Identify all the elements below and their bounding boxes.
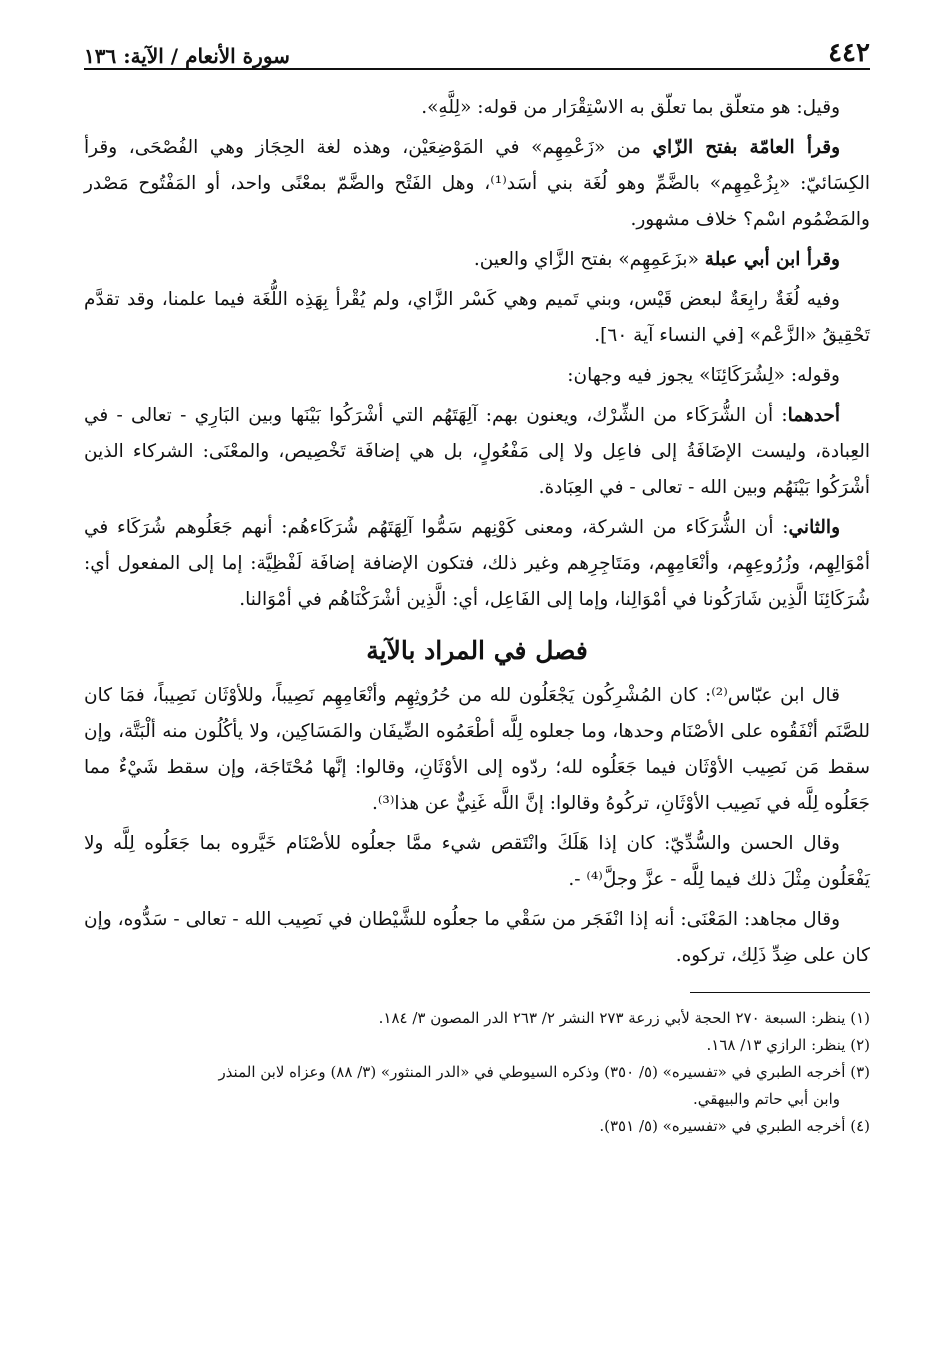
section-paragraph: قال ابن عبّاس⁽²⁾: كان المُشْرِكُون يَجْعَلُون لله من حُرُوثِهِم وأنْعَامِهِم نَصِيباً، وللأوْثَان نَصِيباً، فمَا كان للصَّنَم أنْفَقُوه على الأصْنَام وحدها، وما جعلوه لِلَّه أطْعَمُوه الضِّيفَان والمَسَاكِين، ولا يأكُلُون منه ألْبَتَّة، وإن سقط مَن نَصِيب الأوْثَان فيما جَعَلُوه لله؛ ردّوه إلى الأوْثَانِ، وقالوا: إنَّها مُحْتَاجَة، وإن سقط شَيْءٌ مما جَعَلُوه لِلَّه في نَصِيب الأوْثَانِ، تركُوهُ وقالوا: إنَّ اللَّه غَنِيٌّ عن هذا⁽³⁾.	[84, 685, 870, 814]
bold-lead: أحدهما	[787, 405, 840, 426]
document-page	[84, 36, 870, 1356]
section-paragraph: وقال مجاهد: المَعْنَى: أنه إذا انْفَجَر من سَقْي ما جعلُوه للشَّيْطان في نَصِيب الله - تعالى - سَدُّوه، وإن كان على ضِدِّ ذَلِك، تركوه.	[84, 909, 870, 966]
paragraph: أحدهما: أن الشُّرَكَاء من الشِّرْك، ويعنون بهم: آلِهَتَهُم التي أشْرَكُوا بَيْنَها وبين البَارِي - تعالى - في العِبادة، وليست الإضَافَةُ إلى فاعِل ولا إلى مَفْعُولٍ، بل هي إضافَة تَخْصِيص، والمعْنَى: الشركاء الذين أشْرَكُوا بَيْنَهُم وبين الله - تعالى - في العِبَادة.	[84, 405, 870, 498]
page-number: ٤٤٢	[828, 38, 870, 68]
paragraph: وفيه لُغَةٌ رابِعَةٌ لبعض قَيْس، وبني تَميم وهي كَسْر الزَّاي، ولم يُقْرأ بِهَذِه اللُّغَة فيما علمنا، وقد تقدَّم تَحْقِيقُ «الزَّعْم» [في النساء آية ٦٠].	[84, 289, 870, 346]
bold-lead: والثاني	[788, 517, 840, 538]
paragraph: وقرأ ابن أبي عبلة «بزَعَمِهِم» بفتح الزَّاي والعين.	[473, 249, 840, 270]
footnotes	[84, 1005, 870, 1140]
footnote: (٢) ينظر: الرازي ١٣/ ١٦٨.	[706, 1036, 870, 1054]
section-paragraph: وقال الحسن والسُّدِّيّ: كان إذا هَلَكَ وانْتَقص شيء ممَّا جعلُوه للأصْنَام خَيَّروه بما جَعَلُوه لِلَّه ولا يَفْعَلُون مِثْلَ ذلك فيما لِلَّه - عزَّ وجلَّ⁽⁴⁾ -.	[84, 833, 870, 890]
bold-lead: وقرأ العامّة بفتح الزّاي	[652, 137, 840, 158]
paragraph: وقيل: هو متعلّق بما تعلّق به الاسْتِقْرَار من قوله: «لِلَّهِ».	[421, 97, 840, 118]
footnote: (٤) أخرجه الطبري في «تفسيره» (٥/ ٣٥١).	[599, 1117, 870, 1135]
bold-lead: وقرأ ابن أبي عبلة	[704, 249, 840, 270]
paragraph: والثاني: أن الشُّرَكَاء من الشركة، ومعنى كَوْنِهم سَمُّوا آلِهَتَهُم شُرَكَاءهُم: أنهم جَعَلُوهم شُرَكَاء في أمْوَالِهِم، وزُرُوعِهِم، وأنْعَامِهِم، ومَتَاجِرِهم وغير ذلك، فتكون الإضافة إضافَة لَفْظِيَّة: إما إلى المفعول أي: شُرَكَائِنَا الَّذِين شَارَكُونا في أمْوَالِنا، وإما إلى الفَاعِل، أي: الَّذِين أشْرَكْنَاهُم في أمْوَالنا.	[84, 517, 870, 610]
page-header	[84, 36, 870, 70]
footnote: (١) ينظر: السبعة ٢٧٠ الحجة لأبي زرعة ٢٧٣ النشر ٢/ ٢٦٣ الدر المصون ٣/ ١٨٤.	[378, 1009, 870, 1027]
footnote-divider	[690, 992, 870, 993]
running-title: سورة الأنعام / الآية: ١٣٦	[84, 44, 290, 68]
paragraph: وقرأ العامّة بفتح الزّاي من «زَعْمِهِم» في المَوْضِعَيْن، وهذه لغة الحِجَاز وهي الفُصْحَى، وقرأ الكِسَائيّ: «بِزُعْمِهِم» بالضَّمِّ وهو لُغَة بني أسَد⁽¹⁾، وهل الفَتْح والضَّمّ بمعْنًى واحد، أو المَفْتُوح مَصْدر والمَضْمُوم اسْم؟ خلاف مشهور.	[84, 137, 870, 230]
footnote: (٣) أخرجه الطبري في «تفسيره» (٥/ ٣٥٠) وذكره السيوطي في «الدر المنثور» (٣/ ٨٨) وعزاه لابن المنذر وابن أبي حاتم والبيهقي.	[218, 1063, 870, 1108]
paragraph: وقوله: «لِشُرَكَائِنَا» يجوز فيه وجهان:	[567, 365, 840, 386]
section-heading: فصل في المراد بالآية	[366, 636, 588, 665]
page-body	[84, 90, 870, 974]
